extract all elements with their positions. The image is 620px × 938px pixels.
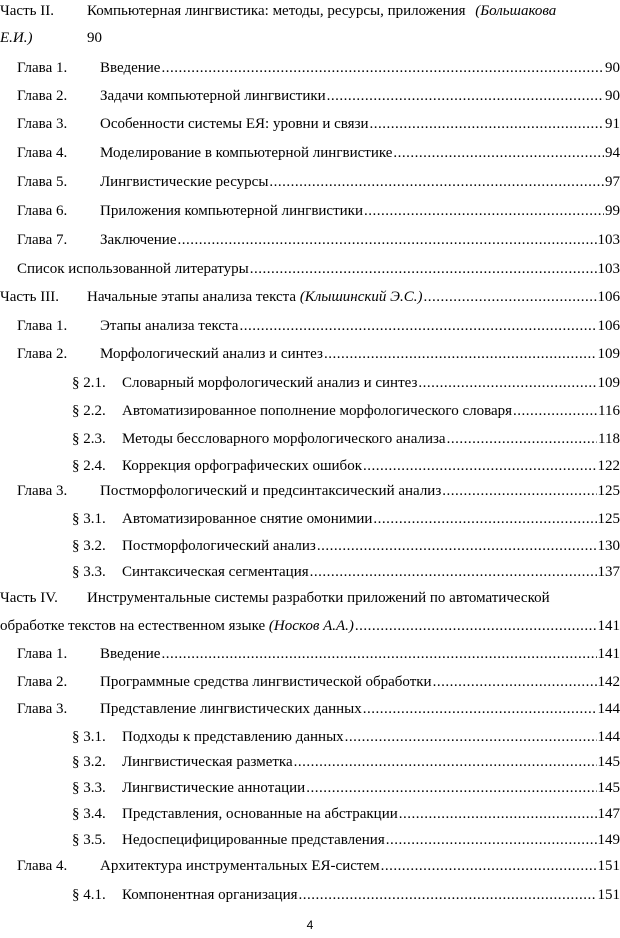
toc-entry-number: § 2.3. [72, 431, 106, 447]
toc-leader-dots [381, 855, 597, 877]
toc-entry-title: Лингвистические аннотации [122, 780, 306, 796]
toc-entry-number: § 3.5. [72, 832, 106, 848]
toc-entry-title: Заключение [100, 232, 177, 248]
toc-entry-title: Моделирование в компьютерной лингвистике [100, 145, 393, 161]
toc-section[interactable] [0, 777, 620, 799]
toc-entry-page: 144 [597, 729, 620, 745]
toc-entry-number: § 3.1. [72, 729, 106, 745]
toc-entry[interactable] [0, 643, 620, 665]
toc-entry-number: Глава 2. [17, 674, 68, 690]
toc-entry-number: Глава 3. [17, 701, 68, 717]
toc-entry[interactable] [0, 229, 620, 251]
toc-leader-dots [161, 643, 596, 665]
toc-section[interactable] [0, 726, 620, 748]
toc-leader-dots [447, 428, 597, 450]
toc-entry-title: обработке текстов на естественном языке (Носков А.А.) [0, 618, 354, 634]
toc-entry-number: § 2.2. [72, 403, 106, 419]
toc-leader-dots [363, 698, 597, 720]
toc-entry-title: Синтаксическая сегментация [122, 564, 309, 580]
toc-entry-title: Программные средства лингвистической обработки [100, 674, 432, 690]
toc-entry-title: Этапы анализа текста [100, 318, 239, 334]
toc-entry-number: Глава 1. [17, 646, 68, 662]
toc-entry-title: Автоматизированное пополнение морфологического словаря [122, 403, 513, 419]
toc-entry-number: Глава 3. [17, 483, 68, 499]
toc-entry-page: 151 [597, 858, 620, 874]
toc-entry-number: Глава 6. [17, 203, 68, 219]
toc-entry-title: Архитектура инструментальных ЕЯ-систем [100, 858, 380, 874]
toc-entry[interactable] [0, 85, 620, 107]
toc-entry-page: 103 [597, 232, 620, 248]
toc-leader-dots [161, 57, 604, 79]
toc-entry-title: Введение [100, 646, 161, 662]
toc-leader-dots [442, 480, 596, 502]
toc-entry-page: 90 [605, 88, 620, 104]
toc-entry-title: Начальные этапы анализа текста (Клышинский Э.С.) [87, 289, 423, 305]
toc-entry-number: § 2.1. [72, 375, 106, 391]
toc-entry-number: Глава 2. [17, 88, 68, 104]
toc-entry-title: Представление лингвистических данных [100, 701, 362, 717]
toc-section[interactable] [0, 428, 620, 450]
toc-leader-dots [299, 884, 597, 906]
toc-entry[interactable] [0, 113, 620, 135]
toc-entry-page: 141 [597, 646, 620, 662]
toc-part-heading[interactable] [0, 286, 620, 308]
toc-leader-dots [364, 200, 604, 222]
toc-entry-title: Подходы к представлению данных [122, 729, 344, 745]
toc-entry-title: Особенности системы ЕЯ: уровни и связи [100, 116, 369, 132]
toc-entry-author: (Клышинский Э.С.) [299, 289, 423, 305]
toc-leader-dots [317, 535, 597, 557]
toc-section[interactable] [0, 561, 620, 583]
toc-entry-number: § 3.1. [72, 511, 106, 527]
toc-leader-dots [239, 315, 596, 337]
toc-entry-page: 118 [598, 431, 620, 447]
toc-leader-dots [363, 455, 597, 477]
toc-leader-dots [373, 508, 596, 530]
toc-leader-dots [269, 171, 604, 193]
toc-entry[interactable] [0, 671, 620, 693]
toc-entry-page: 149 [597, 832, 620, 848]
toc-section[interactable] [0, 455, 620, 477]
toc-part-2-heading [0, 0, 620, 22]
toc-entry-page: 125 [597, 483, 620, 499]
toc-section[interactable] [0, 884, 620, 906]
toc-entry-title: Постморфологический анализ [122, 538, 316, 554]
toc-leader-dots [327, 85, 604, 107]
toc-entry[interactable] [0, 142, 620, 164]
toc-entry-title: Автоматизированное снятие омонимии [122, 511, 373, 527]
toc-entry-number: Глава 4. [17, 858, 68, 874]
toc-entry-number: § 3.2. [72, 754, 106, 770]
toc-part-2-heading-cont [0, 27, 620, 49]
toc-entry-number: Часть III. [0, 289, 59, 305]
toc-entry-number: Глава 1. [17, 318, 68, 334]
toc-entry-page: 109 [597, 375, 620, 391]
toc-entry-title: Лингвистические ресурсы [100, 174, 269, 190]
toc-entry-page: 141 [597, 618, 620, 634]
toc-entry-page: 116 [598, 403, 620, 419]
toc-leader-dots [423, 286, 596, 308]
toc-entry-title: Введение [100, 60, 161, 76]
toc-entry-number: § 3.2. [72, 538, 106, 554]
toc-entry[interactable] [0, 57, 620, 79]
toc-entry[interactable] [0, 855, 620, 877]
toc-entry-number: Глава 5. [17, 174, 68, 190]
toc-entry-title: Коррекция орфографических ошибок [122, 458, 362, 474]
toc-entry-number: Часть IV. [0, 590, 58, 606]
toc-section[interactable] [0, 400, 620, 422]
toc-entry-page: 145 [597, 780, 620, 796]
toc-entry[interactable] [0, 200, 620, 222]
toc-leader-dots [433, 671, 597, 693]
toc-entry-page: 130 [597, 538, 620, 554]
toc-leader-dots [178, 229, 597, 251]
toc-leader-dots [386, 829, 597, 851]
toc-leader-dots [393, 142, 604, 164]
toc-entry-page: 145 [597, 754, 620, 770]
toc-entry-page: 97 [605, 174, 620, 190]
toc-leader-dots [513, 400, 597, 422]
toc-entry-page: 91 [605, 116, 620, 132]
toc-entry-page: 142 [597, 674, 620, 690]
toc-entry-page: 144 [597, 701, 620, 717]
toc-leader-dots [399, 803, 597, 825]
page-number: 4 [306, 918, 314, 932]
toc-leader-dots [355, 615, 597, 637]
toc-entry[interactable] [0, 343, 620, 365]
toc-leader-dots [370, 113, 604, 135]
toc-leader-dots [306, 777, 596, 799]
toc-entry-number: Часть II. [0, 3, 54, 19]
toc-entry-title: Задачи компьютерной лингвистики [100, 88, 326, 104]
toc-leader-dots [345, 726, 597, 748]
toc-entry-page: 99 [605, 203, 620, 219]
toc-section[interactable] [0, 372, 620, 394]
toc-entry-title: Список использованной литературы [17, 261, 249, 277]
toc-entry-title: Лингвистическая разметка [122, 754, 293, 770]
toc-entry-title: Методы бессловарного морфологического анализа [122, 431, 446, 447]
toc-leader-dots [418, 372, 596, 394]
toc-entry-title: Морфологический анализ и синтез [100, 346, 323, 362]
toc-entry-page: 94 [605, 145, 620, 161]
toc-entry-title: Компьютерная лингвистика: методы, ресурсы, приложения (Большакова [87, 3, 557, 19]
toc-entry-author: (Носков А.А.) [268, 618, 354, 634]
toc-entry[interactable] [0, 315, 620, 337]
toc-entry-number: Глава 2. [17, 346, 68, 362]
toc-entry-author: Е.И.) [0, 30, 33, 46]
toc-entry-number: Глава 1. [17, 60, 68, 76]
toc-entry-page: 106 [597, 289, 620, 305]
toc-entry[interactable] [0, 171, 620, 193]
toc-entry-page: 151 [597, 887, 620, 903]
toc-section[interactable] [0, 508, 620, 530]
toc-entry-page: 106 [597, 318, 620, 334]
toc-entry-title: Приложения компьютерной лингвистики [100, 203, 363, 219]
toc-entry-number: Глава 3. [17, 116, 68, 132]
toc-part-4-heading-cont[interactable] [0, 615, 620, 637]
toc-entry-number: § 3.3. [72, 564, 106, 580]
toc-entry-title: Инструментальные системы разработки приложений по автоматической [87, 590, 550, 606]
toc-entry-number: Глава 7. [17, 232, 68, 248]
toc-entry-page: 90 [605, 60, 620, 76]
toc-entry-number: § 2.4. [72, 458, 106, 474]
toc-entry-page: 122 [597, 458, 620, 474]
toc-entry-title: Словарный морфологический анализ и синтез [122, 375, 418, 391]
toc-section[interactable] [0, 751, 620, 773]
toc-leader-dots [294, 751, 597, 773]
toc-entry-page: 90 [87, 30, 102, 46]
toc-entry-number: § 3.3. [72, 780, 106, 796]
toc-entry[interactable] [0, 698, 620, 720]
toc-entry-number: § 3.4. [72, 806, 106, 822]
toc-entry-number: Глава 4. [17, 145, 68, 161]
toc-entry-title: Компонентная организация [122, 887, 298, 903]
toc-entry-page: 125 [597, 511, 620, 527]
toc-entry-title: Постморфологический и предсинтаксический анализ [100, 483, 442, 499]
toc-entry-author: (Большакова [475, 3, 557, 19]
toc-entry-page: 147 [597, 806, 620, 822]
toc-entry[interactable] [0, 480, 620, 502]
toc-leader-dots [250, 258, 597, 280]
toc-leader-dots [324, 343, 597, 365]
toc-entry-page: 109 [597, 346, 620, 362]
toc-entry[interactable] [0, 258, 620, 280]
toc-entry-page: 137 [597, 564, 620, 580]
toc-leader-dots [310, 561, 597, 583]
toc-entry-title: Недоспецифицированные представления [122, 832, 385, 848]
toc-entry-number: § 4.1. [72, 887, 106, 903]
toc-entry-title: Представления, основанные на абстракции [122, 806, 398, 822]
toc-section[interactable] [0, 803, 620, 825]
toc-entry-page: 103 [597, 261, 620, 277]
toc-part-4-heading [0, 587, 620, 609]
toc-section[interactable] [0, 829, 620, 851]
toc-section[interactable] [0, 535, 620, 557]
